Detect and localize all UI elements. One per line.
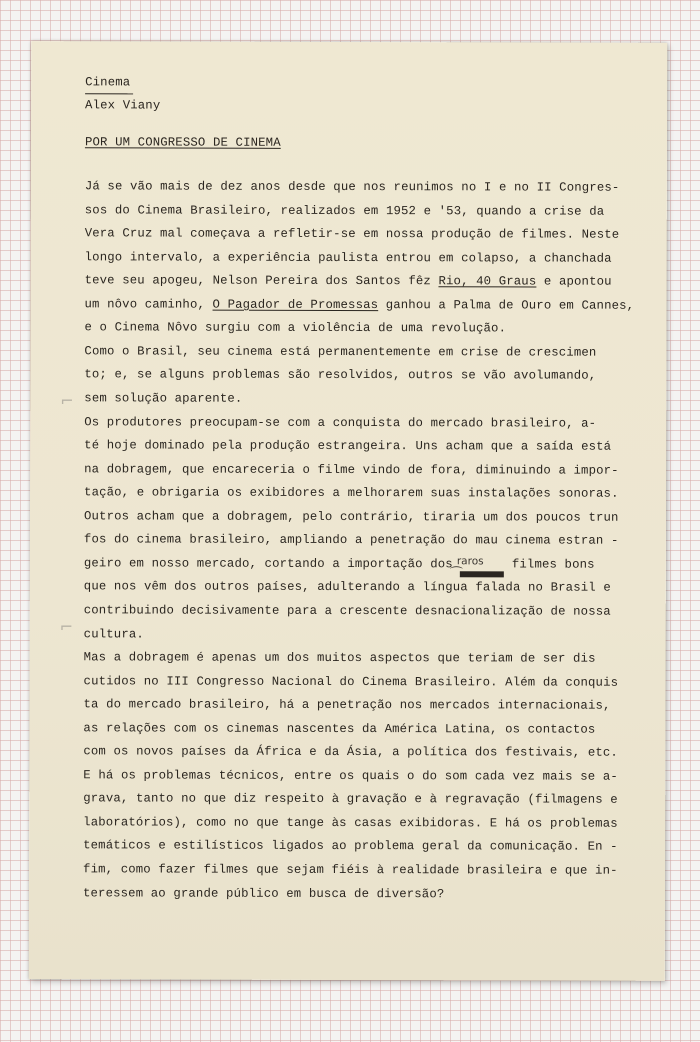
text-segment: teve seu apogeu, Nelson Pereira dos Santos fêz (84, 273, 439, 289)
text-line (83, 839, 618, 854)
text-segment: tação, e obrigaria os exibidores a melhorarem suas instalações sonoras. (84, 485, 619, 501)
text-line (84, 438, 611, 453)
text-segment: sos do Cinema Brasileiro, realizados em 1952 e '53, quando a crise da (84, 202, 605, 219)
text-segment: laboratórios), como no que tange às casas exibidoras. E há os problemas (83, 815, 618, 831)
text-line (83, 886, 444, 901)
text-segment: Mas a dobragem é apenas um dos muitos aspectos que teriam de ser dis (83, 650, 596, 666)
text-segment: sem solução aparente. (84, 391, 243, 406)
text-line (83, 697, 610, 712)
text-segment: grava, tanto no que diz respeito à gravação e à regravação (filmagens e (83, 791, 618, 808)
text-segment: geiro em nosso mercado, cortando a importação dos (83, 556, 461, 572)
handwritten-insertion: raros (456, 555, 484, 568)
punch-mark: ⌐ (59, 617, 74, 637)
text-segment: cutidos no III Congresso Nacional do Cinema Brasileiro. Além da conquis (83, 673, 619, 690)
text-line (84, 603, 611, 618)
text-line (84, 674, 619, 689)
text-segment: Como o Brasil, seu cinema está permanentemente em crise de crescimen (84, 344, 597, 360)
text-line (83, 721, 595, 736)
text-segment: ta do mercado brasileiro, há a penetração nos mercados internacionais, (83, 697, 611, 713)
text-line (85, 250, 612, 265)
punch-mark: ⌐ (60, 391, 74, 411)
text-line (85, 226, 620, 241)
text-segment: cultura. (83, 626, 144, 641)
text-segment: Já se vão mais de dez anos desde que nos reunimos no I e no II Congres- (84, 179, 620, 195)
text-segment: filmes bons (504, 557, 595, 572)
text-line (84, 580, 611, 595)
insertion-caret-mark: ⌒ (449, 566, 463, 582)
text-line (84, 344, 596, 359)
section-rule (85, 93, 133, 94)
text-segment: E há os problemas técnicos, entre os quais o do som cada vez mais se a- (83, 768, 618, 784)
text-line (84, 627, 144, 641)
text-segment: Os produtores preocupam-se com a conquista do mercado brasileiro, a- (84, 414, 597, 431)
text-line (83, 744, 618, 759)
text-line (84, 462, 619, 477)
text-segment: té hoje dominado pela produção estrangeira. Uns acham que a saída está (84, 438, 612, 454)
text-segment: fim, como fazer filmes que sejam fiéis à realidade brasileira e que in- (83, 862, 618, 878)
text-line (83, 768, 618, 783)
text-line (84, 415, 596, 430)
text-segment: to; e, se alguns problemas são resolvidos, outros se vão avolumando, (84, 367, 597, 384)
typewritten-page (29, 41, 667, 981)
film-title: O Pagador de Promessas (212, 297, 379, 312)
text-segment: na dobragem, que encareceria o filme vindo de fora, diminuindo a impor- (84, 461, 619, 478)
text-segment: teressem ao grande público em busca de diversão? (82, 885, 445, 901)
text-line (85, 273, 612, 288)
text-segment: ganhou a Palma de Ouro em Cannes, (378, 297, 635, 313)
text-line (84, 368, 596, 383)
text-line (83, 862, 618, 877)
section-label: Cinema (85, 75, 131, 90)
text-line (85, 179, 620, 194)
text-line (84, 485, 619, 500)
text-segment: Vera Cruz mal começava a refletir-se em nossa produção de filmes. Neste (84, 226, 620, 242)
film-title: Rio, 40 Graus (438, 274, 537, 289)
text-line (84, 556, 595, 571)
author-name: Alex Viany (85, 98, 161, 113)
text-segment: e apontou (536, 274, 612, 289)
text-segment: fos do cinema brasileiro, ampliando a penetração do mau cinema estran - (83, 532, 619, 549)
text-line (83, 792, 618, 807)
text-segment: contribuindo decisivamente para a crescente desnacionalização de nossa (83, 603, 611, 619)
text-line (84, 321, 506, 336)
text-segment: um nôvo caminho, (84, 297, 213, 312)
text-line (84, 650, 596, 665)
text-segment: as relações com os cinemas nascentes da América Latina, os contactos (83, 720, 596, 737)
text-segment: e o Cinema Nôvo surgiu com a violência de uma revolução. (84, 320, 507, 336)
text-line (84, 391, 242, 405)
text-line (85, 203, 605, 218)
text-segment: com os novos países da África e da Ásia, a política dos festivais, etc. (83, 744, 618, 760)
text-segment: temáticos e estilísticos ligados ao problema geral da comunicação. En - (83, 838, 618, 855)
text-line (84, 533, 619, 548)
text-line (83, 815, 618, 830)
document-title: POR UM CONGRESSO DE CINEMA (84, 135, 281, 150)
text-line (84, 509, 619, 524)
text-segment: que nos vêm dos outros países, adulterando a língua falada no Brasil e (83, 579, 611, 596)
text-segment: longo intervalo, a experiência paulista entrou em colapso, a chanchada (84, 249, 612, 266)
text-line (85, 297, 635, 312)
text-segment: Outros acham que a dobragem, pelo contrário, tiraria um dos poucos trun (83, 508, 619, 525)
